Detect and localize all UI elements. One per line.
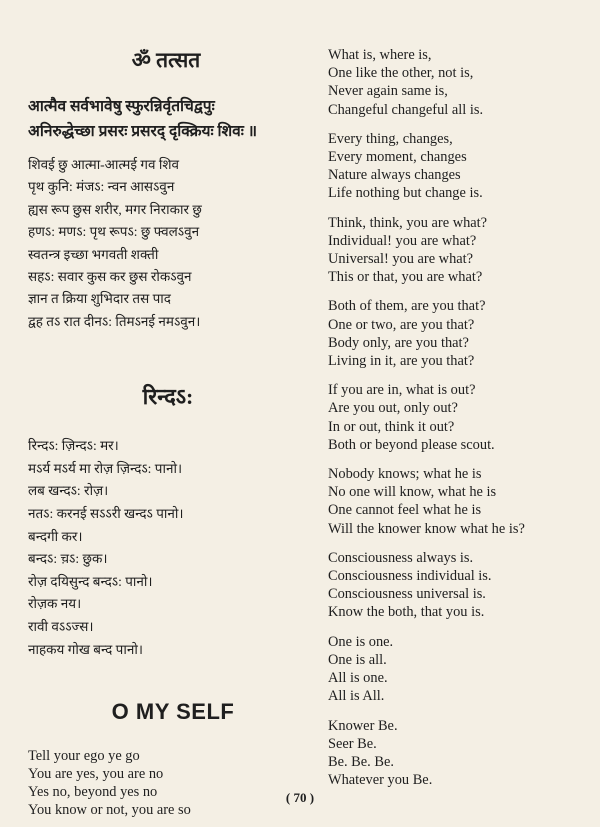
verse-line: Yes no, beyond yes no bbox=[28, 784, 158, 801]
english-stanza bbox=[328, 297, 590, 370]
verse-line: रिन्दऽ: ज़िन्दऽ: मर। bbox=[28, 438, 119, 454]
shloka-line: अनिरुद्धेच्छा प्रसरः प्रसरद् दृक्क्रियः शिवः ॥ bbox=[28, 123, 258, 140]
verse-line: नतऽ: करनई सऽऽरी खन्दऽ पानो। bbox=[28, 506, 184, 522]
english-stanza bbox=[328, 549, 590, 622]
verse-line: Be. Be. Be. bbox=[328, 753, 394, 770]
verse-line: Consciousness always is. bbox=[328, 549, 474, 566]
verse-line: Tell your ego ye go bbox=[28, 748, 140, 765]
verse-line: Changeful changeful all is. bbox=[328, 101, 484, 118]
verse-line: One cannot feel what he is bbox=[328, 502, 482, 519]
verse-line: One or two, are you that? bbox=[328, 316, 475, 333]
verse-line: रावी वऽऽज्स। bbox=[28, 619, 94, 634]
o-my-self-title: O MY SELF bbox=[111, 699, 235, 725]
verse-line: Nature always changes bbox=[328, 167, 461, 184]
verse-line: All is All. bbox=[328, 688, 385, 705]
verse-line: Body only, are you that? bbox=[328, 334, 469, 351]
verse-line: Will the knower know what he is? bbox=[328, 520, 525, 537]
verse-line: If you are in, what is out? bbox=[328, 382, 476, 399]
sanskrit-shloka bbox=[28, 94, 318, 144]
right-column bbox=[328, 46, 590, 800]
verse-line: Both of them, are you that? bbox=[328, 298, 486, 315]
verse-line: All is one. bbox=[328, 670, 388, 687]
verse-line: This or that, you are what? bbox=[328, 269, 483, 286]
verse-line: Every moment, changes bbox=[328, 149, 467, 166]
verse-line: नाहकय गोख बन्द पानो। bbox=[28, 641, 143, 657]
verse-line: Knower Be. bbox=[328, 717, 398, 734]
english-stanza bbox=[328, 381, 590, 454]
verse-line: ज्ञान त क्रिया शुभिदार तस पाद bbox=[28, 291, 171, 307]
verse-line: Life nothing but change is. bbox=[328, 185, 483, 202]
shloka-line: आत्मैव सर्वभावेषु स्फुरन्निर्वृतचिद्वपुः bbox=[28, 98, 215, 115]
verse-line: स्वतन्त्र इच्छा भगवती शक्ती bbox=[28, 246, 159, 262]
english-stanza bbox=[328, 633, 590, 706]
verse-line: Know the both, that you is. bbox=[328, 604, 485, 621]
verse-line: Both or beyond please scout. bbox=[328, 436, 495, 453]
verse-line: Seer Be. bbox=[328, 735, 377, 752]
english-stanza bbox=[328, 717, 590, 790]
verse-line: Consciousness individual is. bbox=[328, 568, 492, 585]
verse-line: लब खन्दऽ: रोज़। bbox=[28, 483, 109, 499]
verse-line: हणऽ: मणऽ: पृथ रूपऽ: छु फ्वलऽवुन bbox=[28, 224, 200, 240]
verse-line: मऽर्य मऽर्य मा रोज़ ज़िन्दऽ: पानो। bbox=[28, 460, 183, 476]
english-stanza bbox=[328, 130, 590, 203]
verse-line: Individual! you are what? bbox=[328, 232, 477, 249]
verse-line: द्वह तऽ रात दीनऽ: तिमऽनई नमऽवुन। bbox=[28, 313, 201, 329]
o-my-self-stanza bbox=[28, 747, 318, 819]
verse-line: You are yes, you are no bbox=[28, 766, 164, 783]
verse-line: Never again same is, bbox=[328, 83, 448, 100]
verse-line: No one will know, what he is bbox=[328, 484, 497, 501]
verse-line: सहऽ: सवार कुस कर छुस रोकऽवुन bbox=[28, 269, 192, 285]
verse-line: Think, think, you are what? bbox=[328, 214, 488, 231]
english-stanza bbox=[328, 214, 590, 287]
verse-line: In or out, think it out? bbox=[328, 418, 455, 435]
verse-line: पृथ कुनि: मंजऽ: न्वन आसऽवुन bbox=[28, 179, 175, 195]
verse-line: Are you out, only out? bbox=[328, 400, 458, 417]
page-number: ( 70 ) bbox=[285, 790, 315, 805]
verse-line: रोज़ दयिसुन्द बन्दऽ: पानो। bbox=[28, 573, 153, 589]
verse-line: Whatever you Be. bbox=[328, 772, 433, 789]
verse-line: ह्यस रूप छुस शरीर, मगर निराकार छु bbox=[28, 201, 202, 217]
verse-line: रोज़क नय। bbox=[28, 596, 82, 612]
rinda-title: रिन्दऽ: bbox=[142, 384, 194, 410]
verse-line: What is, where is, bbox=[328, 47, 432, 63]
verse-line: You know or not, you are so bbox=[28, 802, 191, 819]
english-stanza bbox=[328, 465, 590, 538]
verse-line: बन्दऽ: च़ऽ: छुक। bbox=[28, 551, 108, 567]
kashmiri-stanza-2 bbox=[28, 435, 318, 661]
om-tatsat-title: ॐ तत्सत bbox=[131, 48, 201, 72]
left-column bbox=[28, 46, 318, 819]
verse-line: Every thing, changes, bbox=[328, 130, 453, 147]
verse-line: बन्दगी कर। bbox=[28, 528, 83, 544]
verse-line: Consciousness universal is. bbox=[328, 586, 486, 603]
english-stanza bbox=[328, 46, 590, 119]
verse-line: शिवई छु आत्मा-आत्मई गव शिव bbox=[28, 157, 180, 172]
verse-line: Living in it, are you that? bbox=[328, 353, 475, 370]
verse-line: One like the other, not is, bbox=[328, 65, 474, 82]
kashmiri-stanza-1 bbox=[28, 154, 318, 333]
verse-line: Nobody knows; what he is bbox=[328, 466, 482, 483]
verse-line: One is one. bbox=[328, 633, 394, 650]
verse-line: Universal! you are what? bbox=[328, 251, 474, 268]
verse-line: One is all. bbox=[328, 651, 387, 668]
